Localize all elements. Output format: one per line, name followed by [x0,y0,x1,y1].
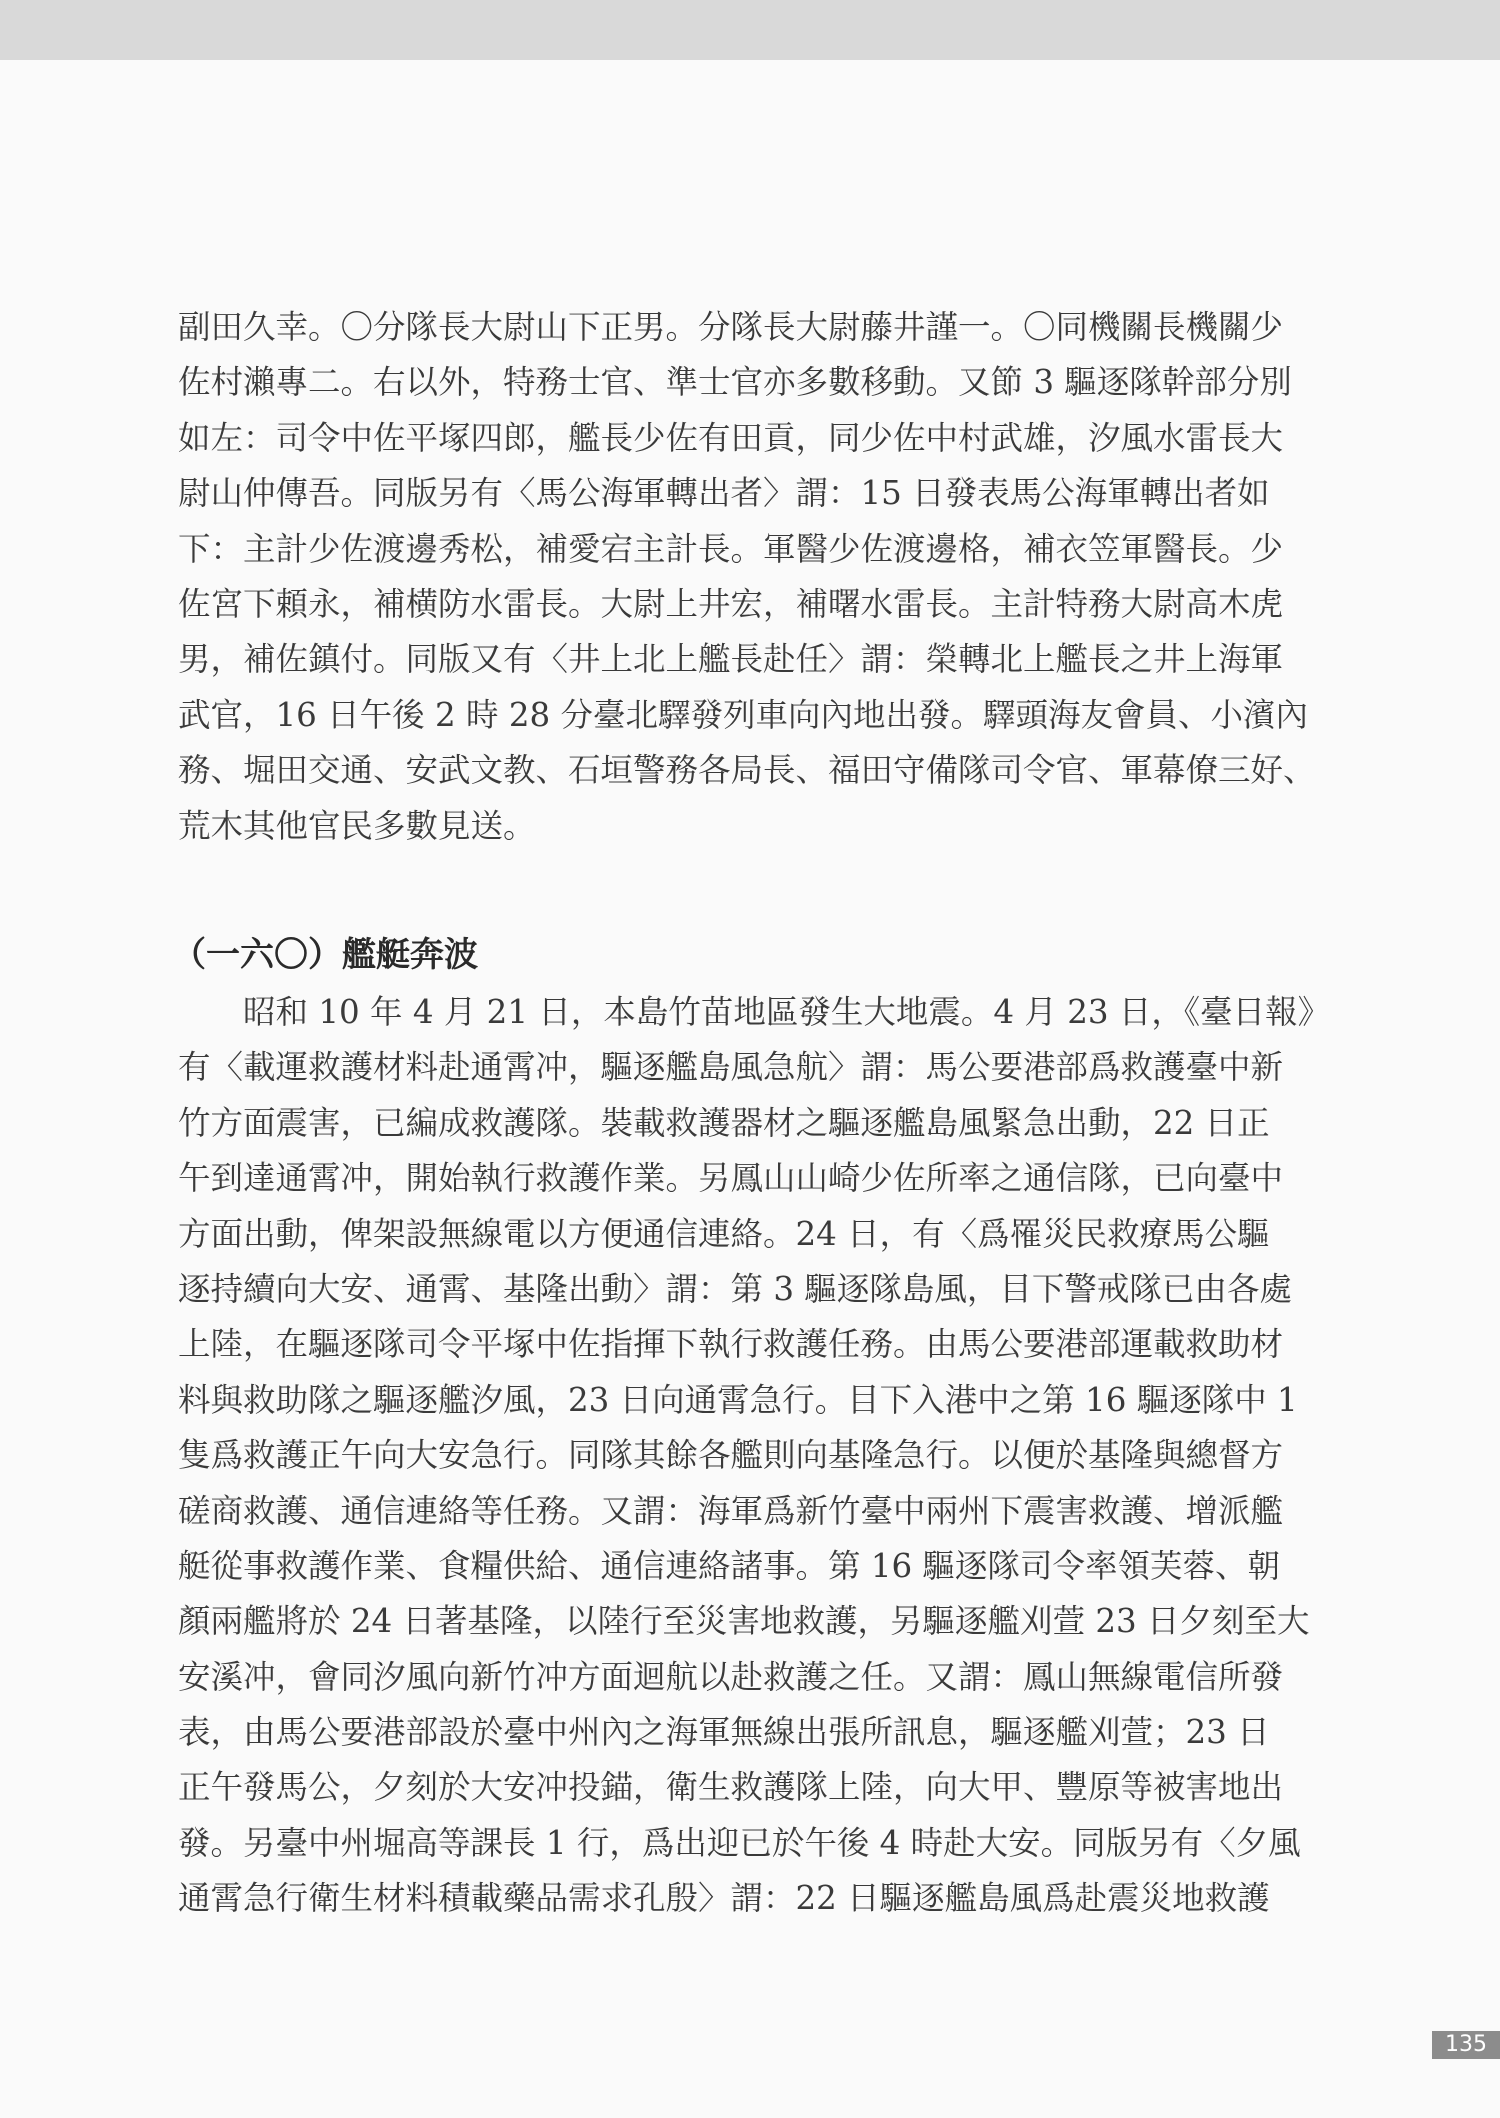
section-heading: （一六〇）艦艇奔波 [172,935,478,975]
text-line: 方面出動，俾架設無線電以方便通信連絡。24 日，有〈爲罹災民救療馬公驅 [178,1214,1270,1253]
text-line: 顏兩艦將於 24 日著基隆，以陸行至災害地救護，另驅逐艦刈萱 23 日夕刻至大 [178,1602,1310,1641]
page-number: 135 [1432,2031,1500,2059]
text-line: 逐持續向大安、通霄、基隆出動〉謂：第 3 驅逐隊島風，目下警戒隊已由各處 [178,1269,1292,1308]
text-line: 表，由馬公要港部設於臺中州內之海軍無線出張所訊息，驅逐艦刈萱；23 日 [178,1713,1270,1752]
text-line: 正午發馬公，夕刻於大安冲投錨，衛生救護隊上陸，向大甲、豐原等被害地出 [178,1768,1284,1807]
text-line: 副田久幸。〇分隊長大尉山下正男。分隊長大尉藤井謹一。〇同機關長機關少 [178,308,1284,346]
text-line: 有〈載運救護材料赴通霄冲，驅逐艦島風急航〉謂：馬公要港部爲救護臺中新 [178,1048,1284,1087]
text-line: 武官，16 日午後 2 時 28 分臺北驛發列車向內地出發。驛頭海友會員、小濱內 [178,695,1309,734]
text-line: 艇從事救護作業、食糧供給、通信連絡諸事。第 16 驅逐隊司令率領芙蓉、朝 [178,1546,1281,1585]
text-line: 隻爲救護正午向大安急行。同隊其餘各艦則向基隆急行。以便於基隆與總督方 [178,1436,1284,1475]
text-line: 下：主計少佐渡邊秀松，補愛宕主計長。軍醫少佐渡邊格，補衣笠軍醫長。少 [178,529,1284,568]
text-line: 料與救助隊之驅逐艦汐風，23 日向通霄急行。目下入港中之第 16 驅逐隊中 1 [178,1380,1298,1419]
text-line: 午到達通霄冲，開始執行救護作業。另鳳山山崎少佐所率之通信隊，已向臺中 [178,1159,1284,1198]
text-line: 磋商救護、通信連絡等任務。又謂：海軍爲新竹臺中兩州下震害救護、增派艦 [178,1491,1284,1530]
text-line: 安溪冲，會同汐風向新竹冲方面迴航以赴救護之任。又謂：鳳山無線電信所發 [178,1657,1284,1696]
text-line: 務、堀田交通、安武文教、石垣警務各局長、福田守備隊司令官、軍幕僚三好、 [178,751,1316,790]
document-page [0,60,1500,2118]
body-paragraph-2 [178,985,1331,1927]
text-line: 佐宮下頼永，補横防水雷長。大尉上井宏，補曙水雷長。主計特務大尉高木虎 [178,584,1284,623]
text-line: 上陸，在驅逐隊司令平塚中佐指揮下執行救護任務。由馬公要港部運載救助材 [178,1325,1284,1364]
text-line: 發。另臺中州堀高等課長 1 行，爲出迎已於午後 4 時赴大安。同版另有〈夕風 [178,1823,1301,1862]
text-line: 荒木其他官民多數見送。 [178,806,536,845]
text-line: 佐村瀨專二。右以外，特務士官、準士官亦多數移動。又節 3 驅逐隊幹部分別 [178,363,1292,402]
text-line: 竹方面震害，已編成救護隊。裝載救護器材之驅逐艦島風緊急出動，22 日正 [178,1103,1270,1142]
text-line: 尉山仲傳吾。同版另有〈馬公海軍轉出者〉謂：15 日發表馬公海軍轉出者如 [178,474,1270,513]
text-line: 昭和 10 年 4 月 21 日，本島竹苗地區發生大地震。4 月 23 日，《臺日報》 [243,993,1331,1031]
text-line: 男，補佐鎮付。同版又有〈井上北上艦長赴任〉謂：榮轉北上艦長之井上海軍 [178,640,1284,679]
body-paragraph-1 [178,300,1316,854]
text-line: 如左：司令中佐平塚四郎，艦長少佐有田貢，同少佐中村武雄，汐風水雷長大 [178,418,1284,457]
text-line: 通霄急行衛生材料積載藥品需求孔殷〉謂：22 日驅逐艦島風爲赴震災地救護 [178,1879,1270,1918]
